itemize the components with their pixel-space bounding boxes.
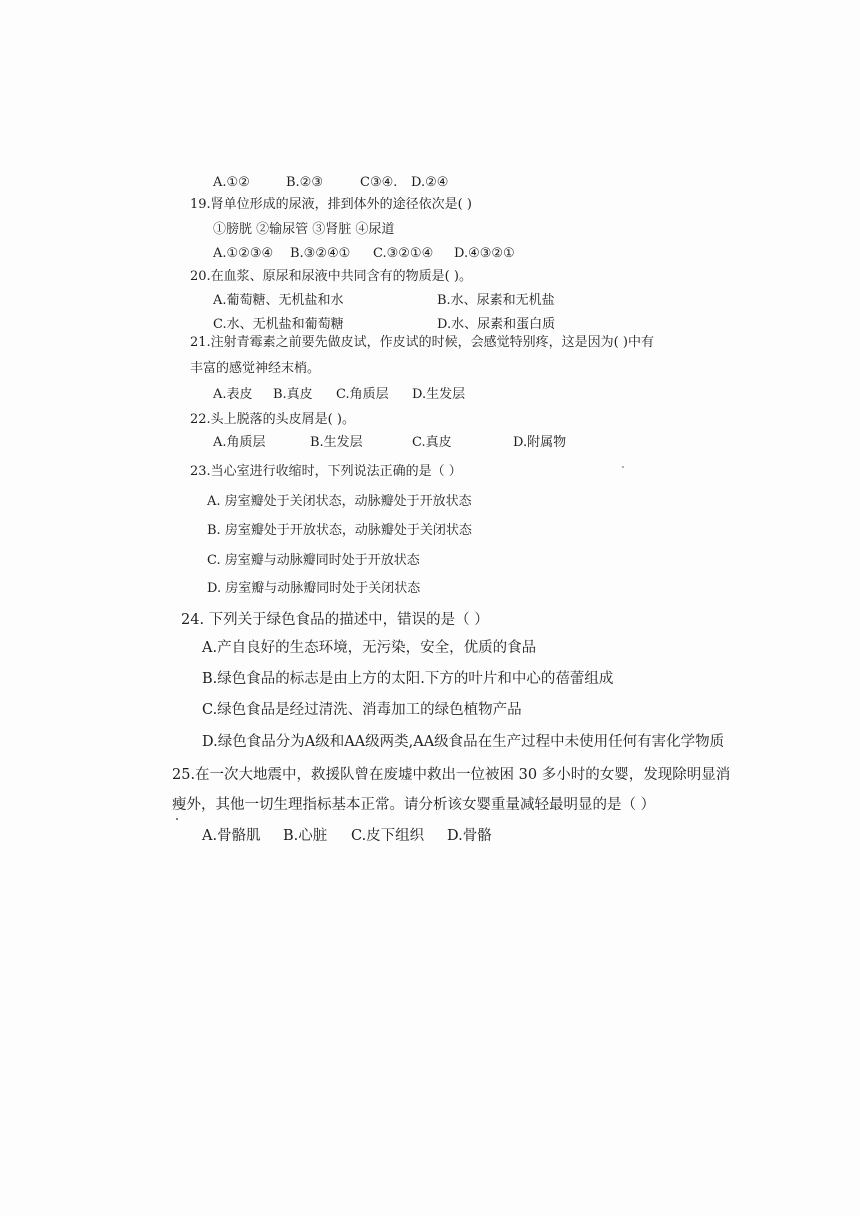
q21-option-c: C.角质层 — [336, 387, 389, 402]
q24-stem: 24. 下列关于绿色食品的描述中，错误的是（ ） — [181, 612, 489, 628]
q20-stem: 20.在血浆、原尿和尿液中共同含有的物质是( )。 — [190, 269, 472, 284]
q21-option-a: A.表皮 — [213, 387, 253, 402]
q19-option-c: C.③②①④ — [373, 246, 434, 261]
q22-stem: 22.头上脱落的头皮屑是( )。 — [190, 412, 355, 427]
q20-option-d: D.水、尿素和蛋白质 — [437, 317, 556, 332]
q24-option-a: A.产自良好的生态环境，无污染，安全，优质的食品 — [202, 640, 537, 656]
q23-option-d: D. 房室瓣与动脉瓣同时处于关闭状态 — [207, 581, 421, 596]
q18-option-a: A.①② — [213, 175, 250, 190]
q20-option-b: B.水、尿素和无机盐 — [437, 293, 555, 308]
q18-option-d: D.②④ — [411, 175, 449, 190]
q18-option-c: C③④. — [360, 175, 398, 190]
q22-option-c: C.真皮 — [412, 435, 452, 450]
q20-option-c: C.水、无机盐和葡萄糖 — [213, 317, 344, 332]
scan-speck — [622, 466, 624, 468]
q23-option-a: A. 房室瓣处于关闭状态，动脉瓣处于开放状态 — [207, 494, 472, 509]
q23-option-b: B. 房室瓣处于开放状态，动脉瓣处于关闭状态 — [207, 523, 472, 538]
q24-option-c: C.绿色食品是经过清洗、消毒加工的绿色植物产品 — [202, 702, 522, 718]
q25-option-d: D.骨骼 — [447, 828, 492, 844]
q18-option-b: B.②③ — [286, 175, 323, 190]
q19-option-a: A.①②③④ — [213, 246, 274, 261]
q19-option-d: D.④③②① — [454, 246, 515, 261]
q25-option-a: A.骨骼肌 — [202, 828, 261, 844]
q24-option-b: B.绿色食品的标志是由上方的太阳.下方的叶片和中心的蓓蕾组成 — [202, 671, 614, 687]
q21-option-d: D.生发层 — [412, 387, 466, 402]
q24-option-d: D.绿色食品分为A级和AA级两类,AA级食品在生产过程中未使用任何有害化学物质 — [202, 734, 725, 750]
q23-option-c: C. 房室瓣与动脉瓣同时处于开放状态 — [207, 553, 420, 568]
q25-option-c: C.皮下组织 — [351, 828, 425, 844]
q23-stem: 23.当心室进行收缩时，下列说法正确的是（ ） — [190, 464, 462, 479]
q25-option-b: B.心脏 — [283, 828, 328, 844]
q22-option-a: A.角质层 — [213, 435, 266, 450]
q21-stem: 21.注射青霉素之前要先做皮试，作皮试的时候，会感觉特别疼，这是因为( )中有 — [190, 335, 654, 350]
scan-speck — [176, 818, 178, 820]
q25-stem: 25.在一次大地震中，救援队曾在废墟中救出一位被困 30 多小时的女婴，发现除明显消 — [172, 767, 731, 783]
q20-option-a: A.葡萄糖、无机盐和水 — [213, 293, 344, 308]
q19-option-b: B.③②④① — [290, 246, 351, 261]
q21-option-b: B.真皮 — [273, 387, 313, 402]
q22-option-d: D.附属物 — [513, 435, 567, 450]
q22-option-b: B.生发层 — [310, 435, 363, 450]
q19-items: ①膀胱 ②输尿管 ③肾脏 ④尿道 — [213, 222, 395, 237]
q25-stem-cont: 瘦外，其他一切生理指标基本正常。请分析该女婴重量减轻最明显的是（ ） — [172, 797, 656, 813]
q21-stem-cont: 丰富的感觉神经末梢。 — [190, 361, 321, 376]
q19-stem: 19.肾单位形成的尿液，排到体外的途径依次是( ) — [190, 197, 472, 212]
